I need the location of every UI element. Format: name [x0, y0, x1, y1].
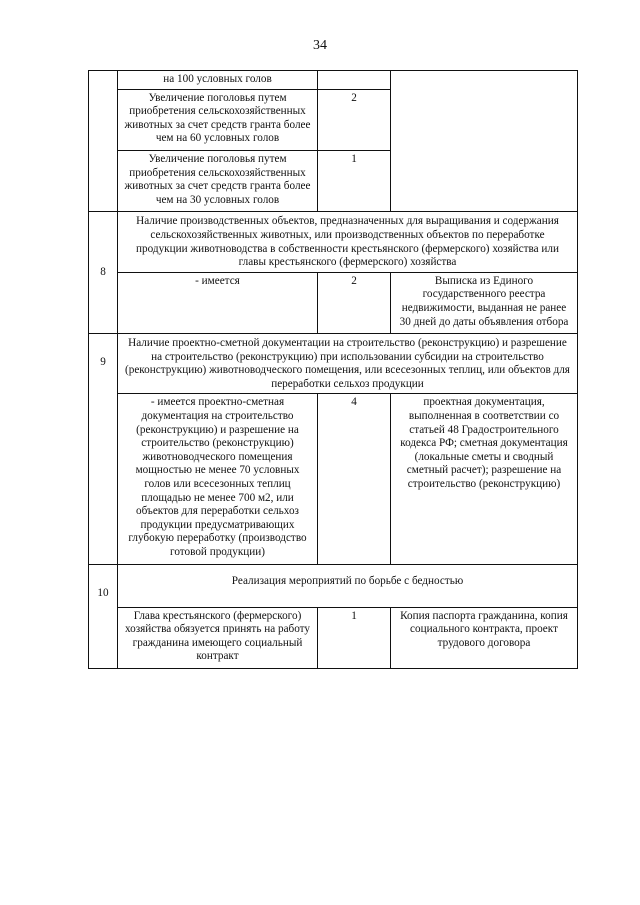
criterion-heading: Реализация мероприятий по борьбе с бедностью — [118, 564, 578, 607]
points-cell: 2 — [318, 89, 391, 150]
criterion-option: Глава крестьянского (фермерского) хозяйства обязуется принять на работу гражданина имеющего социальный контракт — [118, 607, 318, 668]
criterion-option: - имеется — [118, 272, 318, 333]
criterion-option: - имеется проектно-сметная документация на строительство (реконструкцию) и разрешение на строительство (реконструкцию) животноводческого помещения мощностью не менее 70 условных голов или всесезонных теплиц площадью не менее 700 м2, или объектов для переработки сельхоз продукции предусматривающих глубокую переработку (производство готовой продукции) — [118, 394, 318, 564]
criterion-option: Увеличение поголовья путем приобретения сельскохозяйственных животных за счет средств гранта более чем на 30 условных голов — [118, 150, 318, 211]
table-row — [89, 564, 578, 607]
row-number: 10 — [89, 564, 118, 668]
criteria-table — [88, 70, 578, 669]
table-row — [89, 212, 578, 272]
document-cell: Копия паспорта гражданина, копия социального контракта, проект трудового договора — [391, 607, 578, 668]
document-cell: проектная документация, выполненная в соответствии со статьей 48 Градостроительного кодекса РФ; сметная документация (локальные сметы и сводный сметный расчет); разрешение на строительство (реконструкцию) — [391, 394, 578, 564]
row-number-cell — [89, 71, 118, 212]
document-cell: Выписка из Единого государственного реестра недвижимости, выданная не ранее 30 дней до даты объявления отбора — [391, 272, 578, 333]
table-row — [89, 394, 578, 564]
criterion-option: на 100 условных голов — [118, 71, 318, 90]
row-number: 8 — [89, 212, 118, 334]
points-cell: 1 — [318, 150, 391, 211]
table-row — [89, 607, 578, 668]
table-row — [89, 272, 578, 333]
table-row — [89, 334, 578, 394]
points-cell: 1 — [318, 607, 391, 668]
criterion-option: Увеличение поголовья путем приобретения сельскохозяйственных животных за счет средств гранта более чем на 60 условных голов — [118, 89, 318, 150]
document-cell — [391, 71, 578, 212]
criterion-heading: Наличие производственных объектов, предназначенных для выращивания и содержания сельскохозяйственных животных, или производственных объектов по переработке продукции животноводства в собственности крестьянского (фермерского) хозяйства или главы крестьянского (фермерского) хозяйства — [118, 212, 578, 272]
points-cell: 2 — [318, 272, 391, 333]
points-cell — [318, 71, 391, 90]
row-number: 9 — [89, 334, 118, 565]
criterion-heading: Наличие проектно-сметной документации на строительство (реконструкцию) и разрешение на строительство (реконструкцию) при использовании субсидии на строительство (реконструкцию) животноводческого помещения, или всесезонных теплиц, или объектов для переработки сельхоз продукции — [118, 334, 578, 394]
page-number: 34 — [313, 38, 327, 53]
points-cell: 4 — [318, 394, 391, 564]
table-row — [89, 71, 578, 90]
